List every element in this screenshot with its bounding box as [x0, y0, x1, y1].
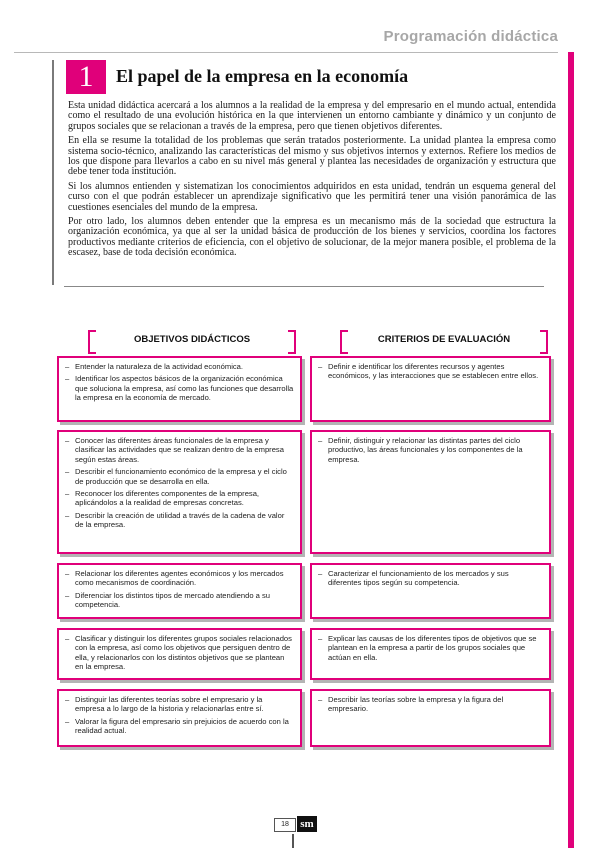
objetivo-item: – Distinguir las diferentes teorías sobre el empresario y la empresa a lo largo de la historia y relacionarlas entre sí.: [65, 695, 294, 714]
criterios-header-label: CRITERIOS DE EVALUACIÓN: [377, 334, 511, 345]
objetivo-item: – Relacionar los diferentes agentes económicos y los mercados como mecanismos de coordinación.: [65, 569, 294, 588]
objetivo-item: – Valorar la figura del empresario sin prejuicios de acuerdo con la realidad actual.: [65, 717, 294, 736]
criterio-item: – Caracterizar el funcionamiento de los mercados y sus diferentes tipos según su competencia.: [318, 569, 543, 588]
objetivos-box: [57, 356, 302, 422]
intro-paragraph: En ella se resume la totalidad de los problemas que serán tratados posteriormente. La unidad plantea la empresa como sistema socio-técnico, analizando las características del mismo y sus objetivos internos y externos. Refiere los medios de los que dispone para llevarlos a cabo en su nivel más general y plantea las necesidades de organización y estructura que debe tener toda institución.: [68, 135, 556, 178]
criterio-item: – Definir, distinguir y relacionar las distintas partes del ciclo productivo, las áreas funcionales y los componentes de la empresa.: [318, 436, 543, 464]
objetivo-item: – Identificar los aspectos básicos de la organización económica que soluciona la empresa, así como las funciones que desarrolla la empresa en la economía de mercado.: [65, 374, 294, 402]
objetivo-item: – Describir la creación de utilidad a través de la cadena de valor de la empresa.: [65, 511, 294, 530]
criterio-item: – Explicar las causas de los diferentes tipos de objetivos que se plantean en la empresa a partir de los grupos sociales que actúan en ella.: [318, 634, 543, 662]
chapter-vertical-rule: [52, 60, 54, 285]
criterios-box: [310, 356, 551, 422]
objetivos-box: [57, 563, 302, 619]
criterios-box: [310, 430, 551, 554]
objetivo-item: – Entender la naturaleza de la actividad económica.: [65, 362, 294, 371]
criterios-box: [310, 628, 551, 680]
objetivos-box: [57, 430, 302, 554]
objetivo-item: – Describir el funcionamiento económico de la empresa y el ciclo de producción que se desarrolla en ella.: [65, 467, 294, 486]
criterio-item: – Describir las teorías sobre la empresa y la figura del empresario.: [318, 695, 543, 714]
section-title: Programación didáctica: [383, 28, 558, 45]
chapter-number: 1: [66, 60, 106, 94]
intro-text: [68, 101, 556, 263]
objetivo-item: – Reconocer los diferentes componentes de la empresa, aplicándolos a la realidad de empresas concretas.: [65, 489, 294, 508]
objetivos-box: [57, 689, 302, 747]
intro-paragraph: Esta unidad didáctica acercará a los alumnos a la realidad de la empresa y del empresario en el mundo actual, entendida como el resultado de una evolución histórica en la que intervienen un entorno cambiante y dinámico y un conjunto de grupos sociales que se relacionan a través de la empresa, pero que tienen objetivos diferentes.: [68, 100, 556, 132]
intro-paragraph: Si los alumnos entienden y sistematizan los conocimientos adquiridos en esta unidad, tendrán un esquema general del curso con el que podrán establecer un aprendizaje significativo que les permitirá tener una visión panorámica de las cuestiones esenciales del mundo de la empresa.: [68, 180, 556, 213]
objetivo-item: – Clasificar y distinguir los diferentes grupos sociales relacionados con la empresa, así como los objetivos que persiguen dentro de ella, y relacionarlos con los distintos objetivos que se plantean en la empresa.: [65, 634, 294, 672]
objetivo-item: – Conocer las diferentes áreas funcionales de la empresa y clasificar las actividades que se realizan dentro de la empresa según estas áreas.: [65, 436, 294, 464]
intro-rule: [64, 286, 544, 287]
objetivos-header-label: OBJETIVOS DIDÁCTICOS: [133, 334, 251, 345]
chapter-title: El papel de la empresa en la economía: [116, 66, 409, 86]
objetivo-item: – Diferenciar los distintos tipos de mercado atendiendo a su competencia.: [65, 591, 294, 610]
bracket-left: [88, 330, 96, 354]
footer-rule: [292, 834, 294, 848]
bracket-right: [540, 330, 548, 354]
bracket-right: [288, 330, 296, 354]
objetivos-header: [88, 330, 296, 350]
right-margin-bar: [568, 52, 574, 848]
criterio-item: – Definir e identificar los diferentes recursos y agentes económicos, y las interacciones que se establecen entre ellos.: [318, 362, 543, 381]
intro-paragraph: Por otro lado, los alumnos deben entender que la empresa es un mecanismo más de la sociedad que estructura la organización económica, ya que al ser la unidad básica de producción de los bienes y servicios, coordina los factores productivos mediante criterios de eficiencia, con el objetivo de solucionar, de la mejor manera posible, el problema de la escasez, base de toda decisión económica.: [68, 216, 556, 259]
publisher-logo: sm: [297, 816, 317, 832]
objetivos-box: [57, 628, 302, 680]
criterios-header: [340, 330, 548, 350]
criterios-box: [310, 689, 551, 747]
page-number: 18: [274, 818, 296, 832]
bracket-left: [340, 330, 348, 354]
header-rule: [14, 52, 558, 53]
criterios-box: [310, 563, 551, 619]
